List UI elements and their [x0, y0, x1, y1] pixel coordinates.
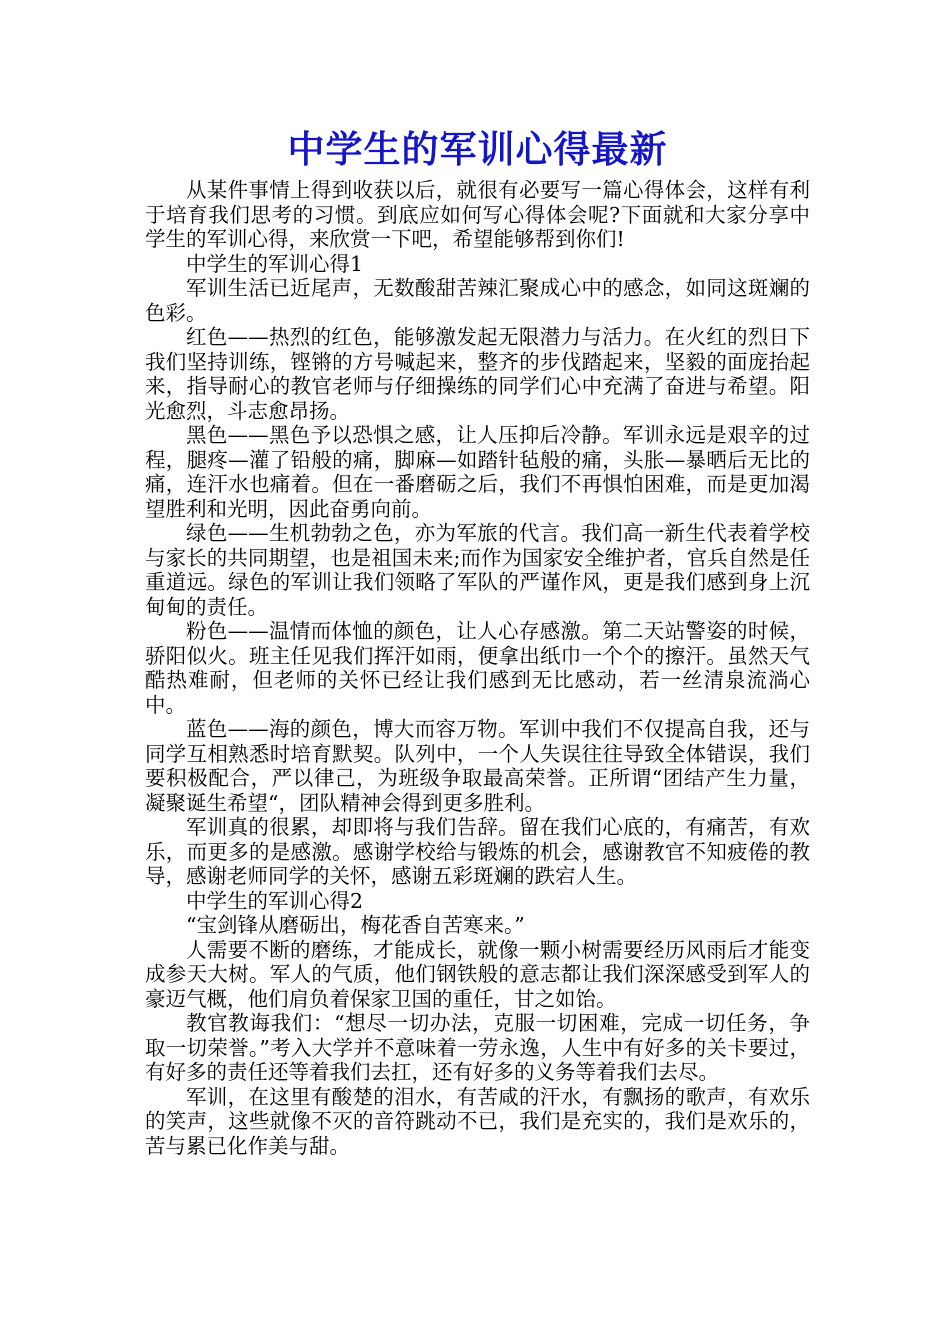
quote-paragraph: “宝剑锋从磨砺出，梅花香自苦寒来。” [186, 913, 525, 937]
body-paragraph: 蓝色——海的颜色，博大而容万物。军训中我们不仅提高自我，还与同学互相熟悉时培育默契。队列中，一个人失误往往导致全体错误，我们要积极配合，严以律己，为班级争取最高荣誉。正所谓“团结产生力量，凝聚诞生希望“，团队精神会得到更多胜利。 [145, 717, 810, 815]
body-paragraph: 粉色——温情而体恤的颜色，让人心存感激。第二天站警姿的时候，骄阳似火。班主任见我们挥汗如雨，便拿出纸巾一个个的擦汗。虽然天气酷热难耐，但老师的关怀已经让我们感到无比感动，若一丝清泉流淌心中。 [145, 619, 810, 717]
body-paragraph: 军训，在这里有酸楚的泪水，有苦咸的汗水，有飘扬的歌声，有欢乐的笑声，这些就像不灭的音符跳动不已，我们是充实的，我们是欢乐的，苦与累已化作美与甜。 [145, 1084, 810, 1158]
body-paragraph: 军训真的很累，却即将与我们告辞。留在我们心底的，有痛苦，有欢乐，而更多的是感激。感谢学校给与锻炼的机会，感谢教官不知疲倦的教导，感谢老师同学的关怀，感谢五彩斑斓的跌宕人生。 [145, 815, 810, 888]
body-paragraph: 教官教诲我们：“想尽一切办法，克服一切困难，完成一切任务，争取一切荣誉。”考入大学并不意味着一劳永逸，人生中有好多的关卡要过，有好多的责任还等着我们去扛，还有好多的义务等着我们去尽。 [145, 1011, 810, 1084]
body-paragraph: 绿色——生机勃勃之色，亦为军旅的代言。我们高一新生代表着学校与家长的共同期望，也是祖国未来;而作为国家安全维护者，官兵自然是任重道远。绿色的军训让我们领略了军队的严谨作风，更是我们感到身上沉甸甸的责任。 [145, 521, 810, 619]
body-paragraph: 红色——热烈的红色，能够激发起无限潜力与活力。在火红的烈日下我们坚持训练，铿锵的方号喊起来，整齐的步伐踏起来，坚毅的面庞抬起来，指导耐心的教官老师与仔细操练的同学们心中充满了奋进与希望。阳光愈烈，斗志愈昂扬。 [145, 325, 810, 423]
section-heading-1: 中学生的军训心得1 [186, 251, 364, 276]
section-heading-2: 中学生的军训心得2 [186, 888, 364, 913]
document-title: 中学生的军训心得最新 [287, 128, 668, 171]
body-paragraph: 人需要不断的磨练，才能成长，就像一颗小树需要经历风雨后才能变成参天大树。军人的气质，他们钢铁般的意志都让我们深深感受到军人的豪迈气概，他们肩负着保家卫国的重任，甘之如饴。 [145, 937, 810, 1011]
body-paragraph: 军训生活已近尾声，无数酸甜苦辣汇聚成心中的感念，如同这斑斓的色彩。 [145, 276, 810, 325]
document-page [145, 124, 810, 1158]
intro-paragraph: 从某件事情上得到收获以后，就很有必要写一篇心得体会，这样有利于培育我们思考的习惯。到底应如何写心得体会呢?下面就和大家分享中学生的军训心得，来欣赏一下吧，希望能够帮到你们! [145, 178, 810, 251]
body-paragraph: 黑色——黑色予以恐惧之感，让人压抑后冷静。军训永远是艰辛的过程，腿疼—灌了铅般的痛，脚麻—如踏针毡般的痛，头胀—暴晒后无比的痛，连汗水也痛着。但在一番磨砺之后，我们不再惧怕困难，而是更加渴望胜利和光明，因此奋勇向前。 [145, 423, 810, 521]
